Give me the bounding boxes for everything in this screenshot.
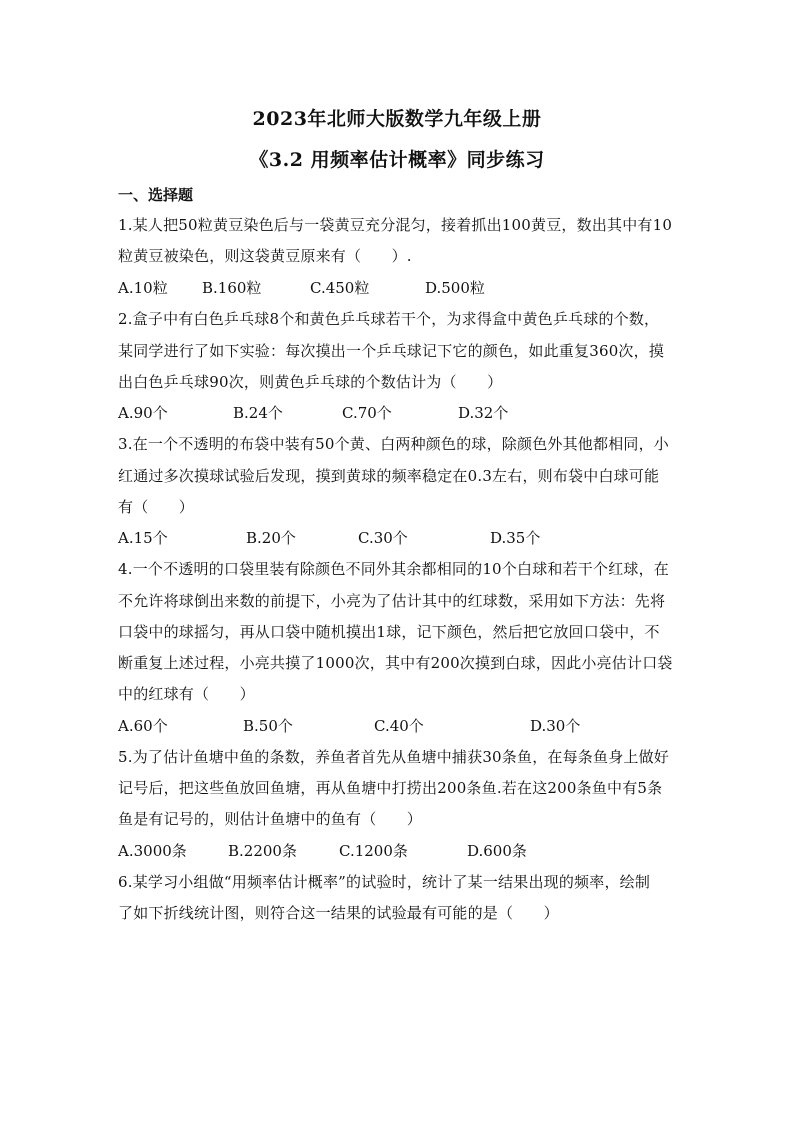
question-1-option-d: D.500粒 — [425, 279, 485, 297]
question-3-line-1: 3.在一个不透明的布袋中装有50个黄、白两种颜色的球，除颜色外其他都相同，小 — [118, 435, 670, 453]
question-2-option-c: C.70个 — [342, 404, 392, 422]
question-3-option-b: B.20个 — [246, 529, 296, 547]
question-6-line-2: 了如下折线统计图，则符合这一结果的试验最有可能的是（ ） — [118, 904, 559, 922]
question-4-line-4: 断重复上述过程，小亮共摸了1000次，其中有200次摸到白球，因此小亮估计口袋 — [118, 654, 673, 672]
question-4-option-b: B.50个 — [243, 717, 293, 735]
section-heading: 一、选择题 — [118, 186, 194, 204]
question-3-line-2: 红通过多次摸球试验后发现，摸到黄球的频率稳定在0.3左右，则布袋中白球可能 — [118, 467, 660, 485]
question-4-line-5: 中的红球有（ ） — [118, 685, 255, 703]
question-2-line-3: 出白色乒乓球90次，则黄色乒乓球的个数估计为（ ） — [118, 373, 503, 391]
question-5-line-1: 5.为了估计鱼塘中鱼的条数，养鱼者首先从鱼塘中捕获30条鱼，在每条鱼身上做好 — [118, 748, 670, 766]
question-3-option-c: C.30个 — [358, 529, 408, 547]
question-3-option-a: A.15个 — [118, 529, 168, 547]
question-6-line-1: 6.某学习小组做“用频率估计概率”的试验时，统计了某一结果出现的频率，绘制 — [118, 873, 651, 891]
question-3-line-3: 有（ ） — [118, 498, 195, 516]
question-5-option-a: A.3000条 — [118, 842, 187, 860]
question-5-option-d: D.600条 — [467, 842, 527, 860]
question-2-option-b: B.24个 — [233, 404, 283, 422]
question-4-line-2: 不允许将球倒出来数的前提下，小亮为了估计其中的红球数，采用如下方法：先将 — [118, 592, 666, 610]
question-1-option-b: B.160粒 — [202, 279, 262, 297]
question-1-line-2: 粒黄豆被染色，则这袋黄豆原来有（ ）. — [118, 247, 412, 265]
question-2-option-d: D.32个 — [458, 404, 509, 422]
question-4-line-1: 4.一个不透明的口袋里装有除颜色不同外其余都相同的10个白球和若干个红球，在 — [118, 560, 670, 578]
document-subtitle: 《3.2 用频率估计概率》同步练习 — [249, 149, 545, 171]
question-1-option-c: C.450粒 — [310, 279, 370, 297]
question-5-option-b: B.2200条 — [228, 842, 297, 860]
question-2-line-2: 某同学进行了如下实验：每次摸出一个乒乓球记下它的颜色，如此重复360次，摸 — [118, 342, 665, 360]
document-title: 2023年北师大版数学九年级上册 — [252, 108, 542, 130]
question-1-line-1: 1.某人把50粒黄豆染色后与一袋黄豆充分混匀，接着抓出100黄豆，数出其中有10 — [118, 216, 673, 234]
question-5-option-c: C.1200条 — [339, 842, 408, 860]
question-2-line-1: 2.盒子中有白色乒乓球8个和黄色乒乓球若干个，为求得盒中黄色乒乓球的个数， — [118, 310, 660, 328]
question-1-option-a: A.10粒 — [118, 279, 168, 297]
question-4-option-d: D.30个 — [530, 717, 581, 735]
question-5-line-3: 鱼是有记号的，则估计鱼塘中的鱼有（ ） — [118, 810, 423, 828]
question-4-option-c: C.40个 — [374, 717, 424, 735]
question-5-line-2: 记号后，把这些鱼放回鱼塘，再从鱼塘中打捞出200条鱼.若在这200条鱼中有5条 — [118, 779, 663, 797]
question-3-option-d: D.35个 — [490, 529, 541, 547]
question-2-option-a: A.90个 — [118, 404, 168, 422]
question-4-line-3: 口袋中的球摇匀，再从口袋中随机摸出1球，记下颜色，然后把它放回口袋中，不 — [118, 623, 660, 641]
question-4-option-a: A.60个 — [118, 717, 168, 735]
